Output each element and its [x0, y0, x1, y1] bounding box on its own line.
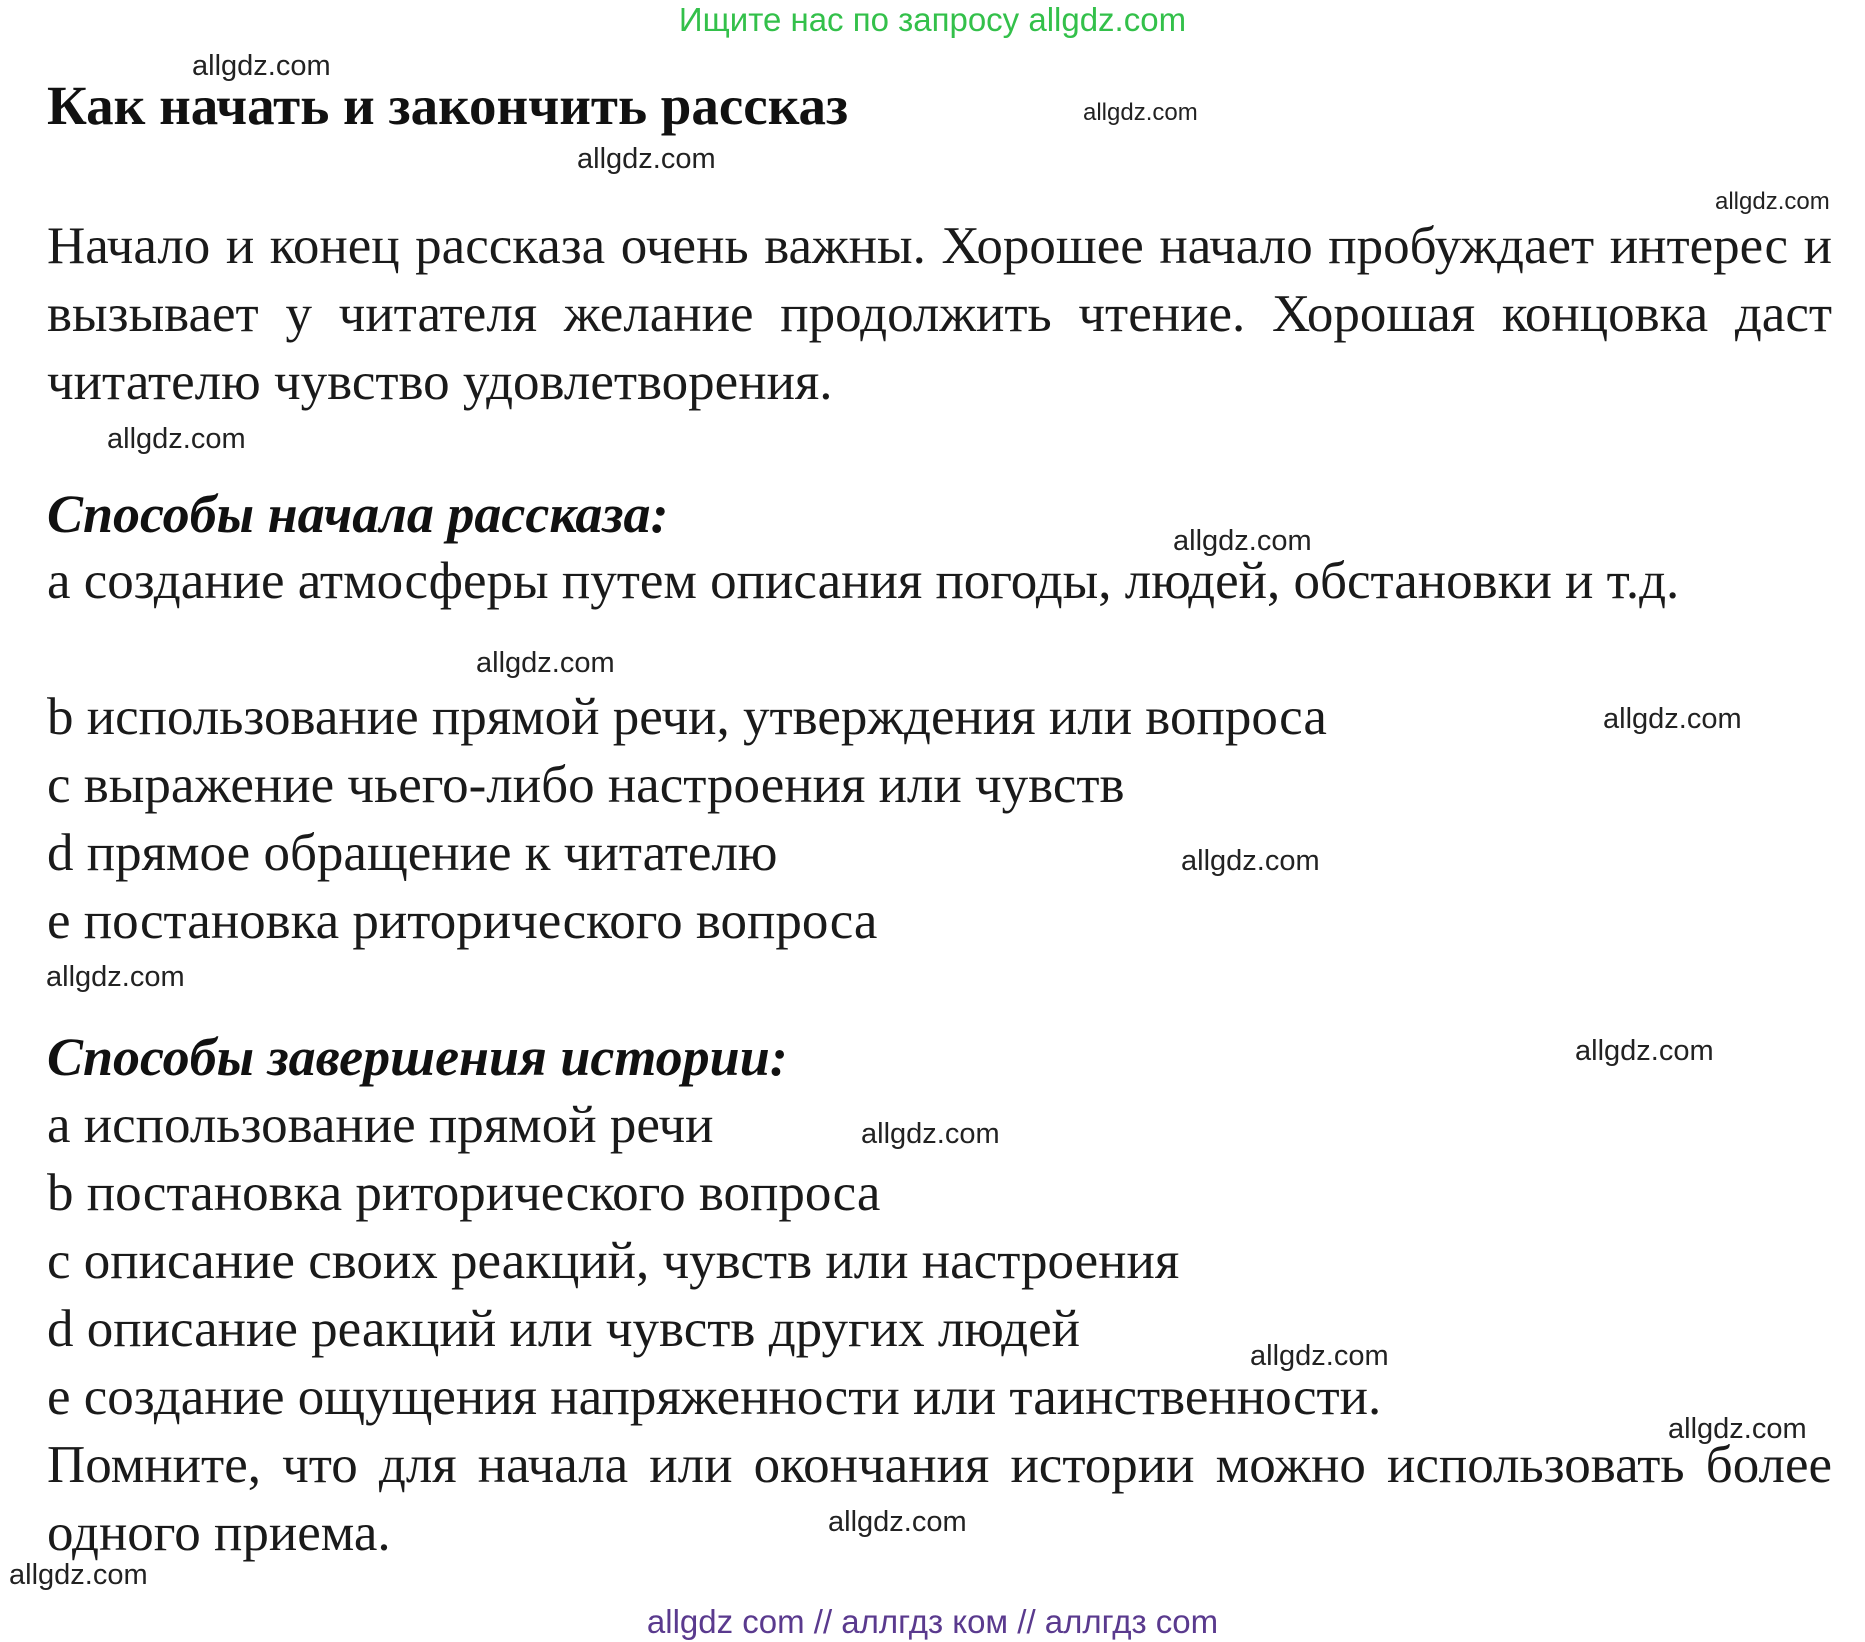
watermark: allgdz.com — [1715, 188, 1830, 215]
beginning-item-b: b использование прямой речи, утверждения или вопроса — [47, 688, 1327, 746]
watermark: allgdz.com — [107, 423, 246, 455]
watermark: allgdz.com — [1575, 1035, 1714, 1067]
watermark: allgdz.com — [476, 647, 615, 679]
ending-item-a: a использование прямой речи — [47, 1096, 714, 1154]
ending-item-b: b постановка риторического вопроса — [47, 1164, 881, 1222]
watermark: allgdz.com — [1083, 99, 1198, 126]
watermark: allgdz.com — [1181, 845, 1320, 877]
beginning-item-e: e постановка риторического вопроса — [47, 892, 878, 950]
watermark: allgdz.com — [46, 961, 185, 993]
watermark: allgdz.com — [861, 1118, 1000, 1150]
intro-paragraph: Начало и конец рассказа очень важны. Хорошее начало пробуждает интерес и вызывает у читателя желание продолжить чтение. Хорошая концовка даст читателю чувство удовлетворения. — [47, 217, 1832, 411]
beginning-heading: Способы начала рассказа: — [47, 484, 669, 544]
page-title: Как начать и закончить рассказ — [47, 75, 849, 136]
watermark: allgdz.com — [1603, 703, 1742, 735]
watermark: allgdz.com — [192, 50, 331, 82]
watermark: allgdz.com — [1173, 525, 1312, 557]
ending-item-e: e создание ощущения напряженности или таинственности. — [47, 1368, 1382, 1426]
search-banner: Ищите нас по запросу allgdz.com — [678, 1, 1187, 38]
watermark: allgdz.com — [9, 1559, 148, 1591]
watermark: allgdz.com — [577, 143, 716, 175]
closing-note: Помните, что для начала или окончания истории можно использовать более одного приема. — [47, 1436, 1832, 1562]
beginning-item-d: d прямое обращение к читателю — [47, 824, 778, 882]
beginning-item-c: c выражение чьего-либо настроения или чувств — [47, 756, 1125, 814]
beginning-item-a: a создание атмосферы путем описания погоды, людей, обстановки и т.д. — [47, 552, 1680, 610]
watermark: allgdz.com — [1250, 1340, 1389, 1372]
watermark: allgdz.com — [828, 1506, 967, 1538]
ending-item-d: d описание реакций или чувств других людей — [47, 1300, 1081, 1358]
ending-heading: Способы завершения истории: — [47, 1027, 788, 1087]
ending-item-c: c описание своих реакций, чувств или настроения — [47, 1232, 1180, 1290]
watermark: allgdz.com — [1668, 1413, 1807, 1445]
footer-watermark: allgdz com // аллгдз ком // аллгдз com — [646, 1603, 1219, 1640]
